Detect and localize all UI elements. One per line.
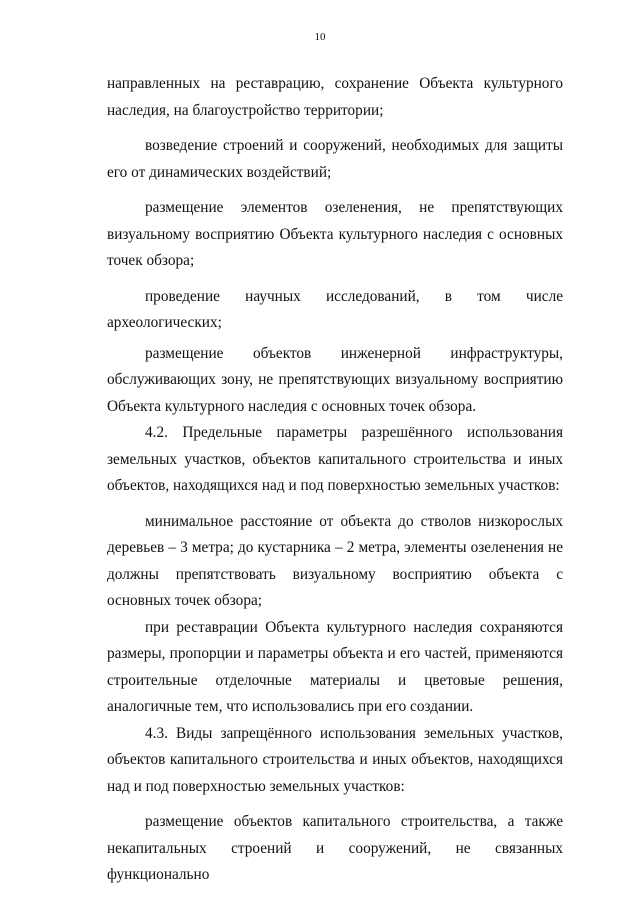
- page-number: 10: [314, 31, 326, 43]
- paragraph-protective-structures: возведение строений и сооружений, необходимых для защиты его от динамических воздействий;: [107, 137, 563, 181]
- paragraph-restoration-parameters: при реставрации Объекта культурного наследия сохраняются размеры, пропорции и параметры объекта и его частей, применяются строительные отделочные материалы и цветовые решения, аналогичные тем, что использовались при его создании.: [107, 618, 563, 715]
- paragraph-landscaping: размещение элементов озеленения, не препятствующих визуальному восприятию Объекта культурного наследия с основных точек обзора;: [107, 199, 563, 269]
- paragraph-restoration-continued: направленных на реставрацию, сохранение Объекта культурного наследия, на благоустройство территории;: [107, 75, 563, 119]
- paragraph-infrastructure: размещение объектов инженерной инфраструктуры, обслуживающих зону, не препятствующих визуальному восприятию Объекта культурного наследия с основных точек обзора.: [107, 344, 563, 415]
- document-body: [107, 71, 563, 889]
- paragraph-research: проведение научных исследований, в том числе археологических;: [107, 287, 563, 331]
- paragraph-section-4-3: 4.3. Виды запрещённого использования земельных участков, объектов капитального строительства и иных объектов, находящихся над и под поверхностью земельных участков:: [107, 724, 563, 795]
- paragraph-minimum-distance: минимальное расстояние от объекта до стволов низкорослых деревьев – 3 метра; до кустарника – 2 метра, элементы озеленения не должны препятствовать визуальному восприятию объекта с основных точек обзора;: [107, 512, 563, 609]
- paragraph-section-4-2: 4.2. Предельные параметры разрешённого использования земельных участков, объектов капитального строительства и иных объектов, находящихся над и под поверхностью земельных участков:: [107, 424, 563, 494]
- paragraph-prohibited-construction: размещение объектов капитального строительства, а также некапитальных строений и сооружений, не связанных функционально: [107, 813, 563, 883]
